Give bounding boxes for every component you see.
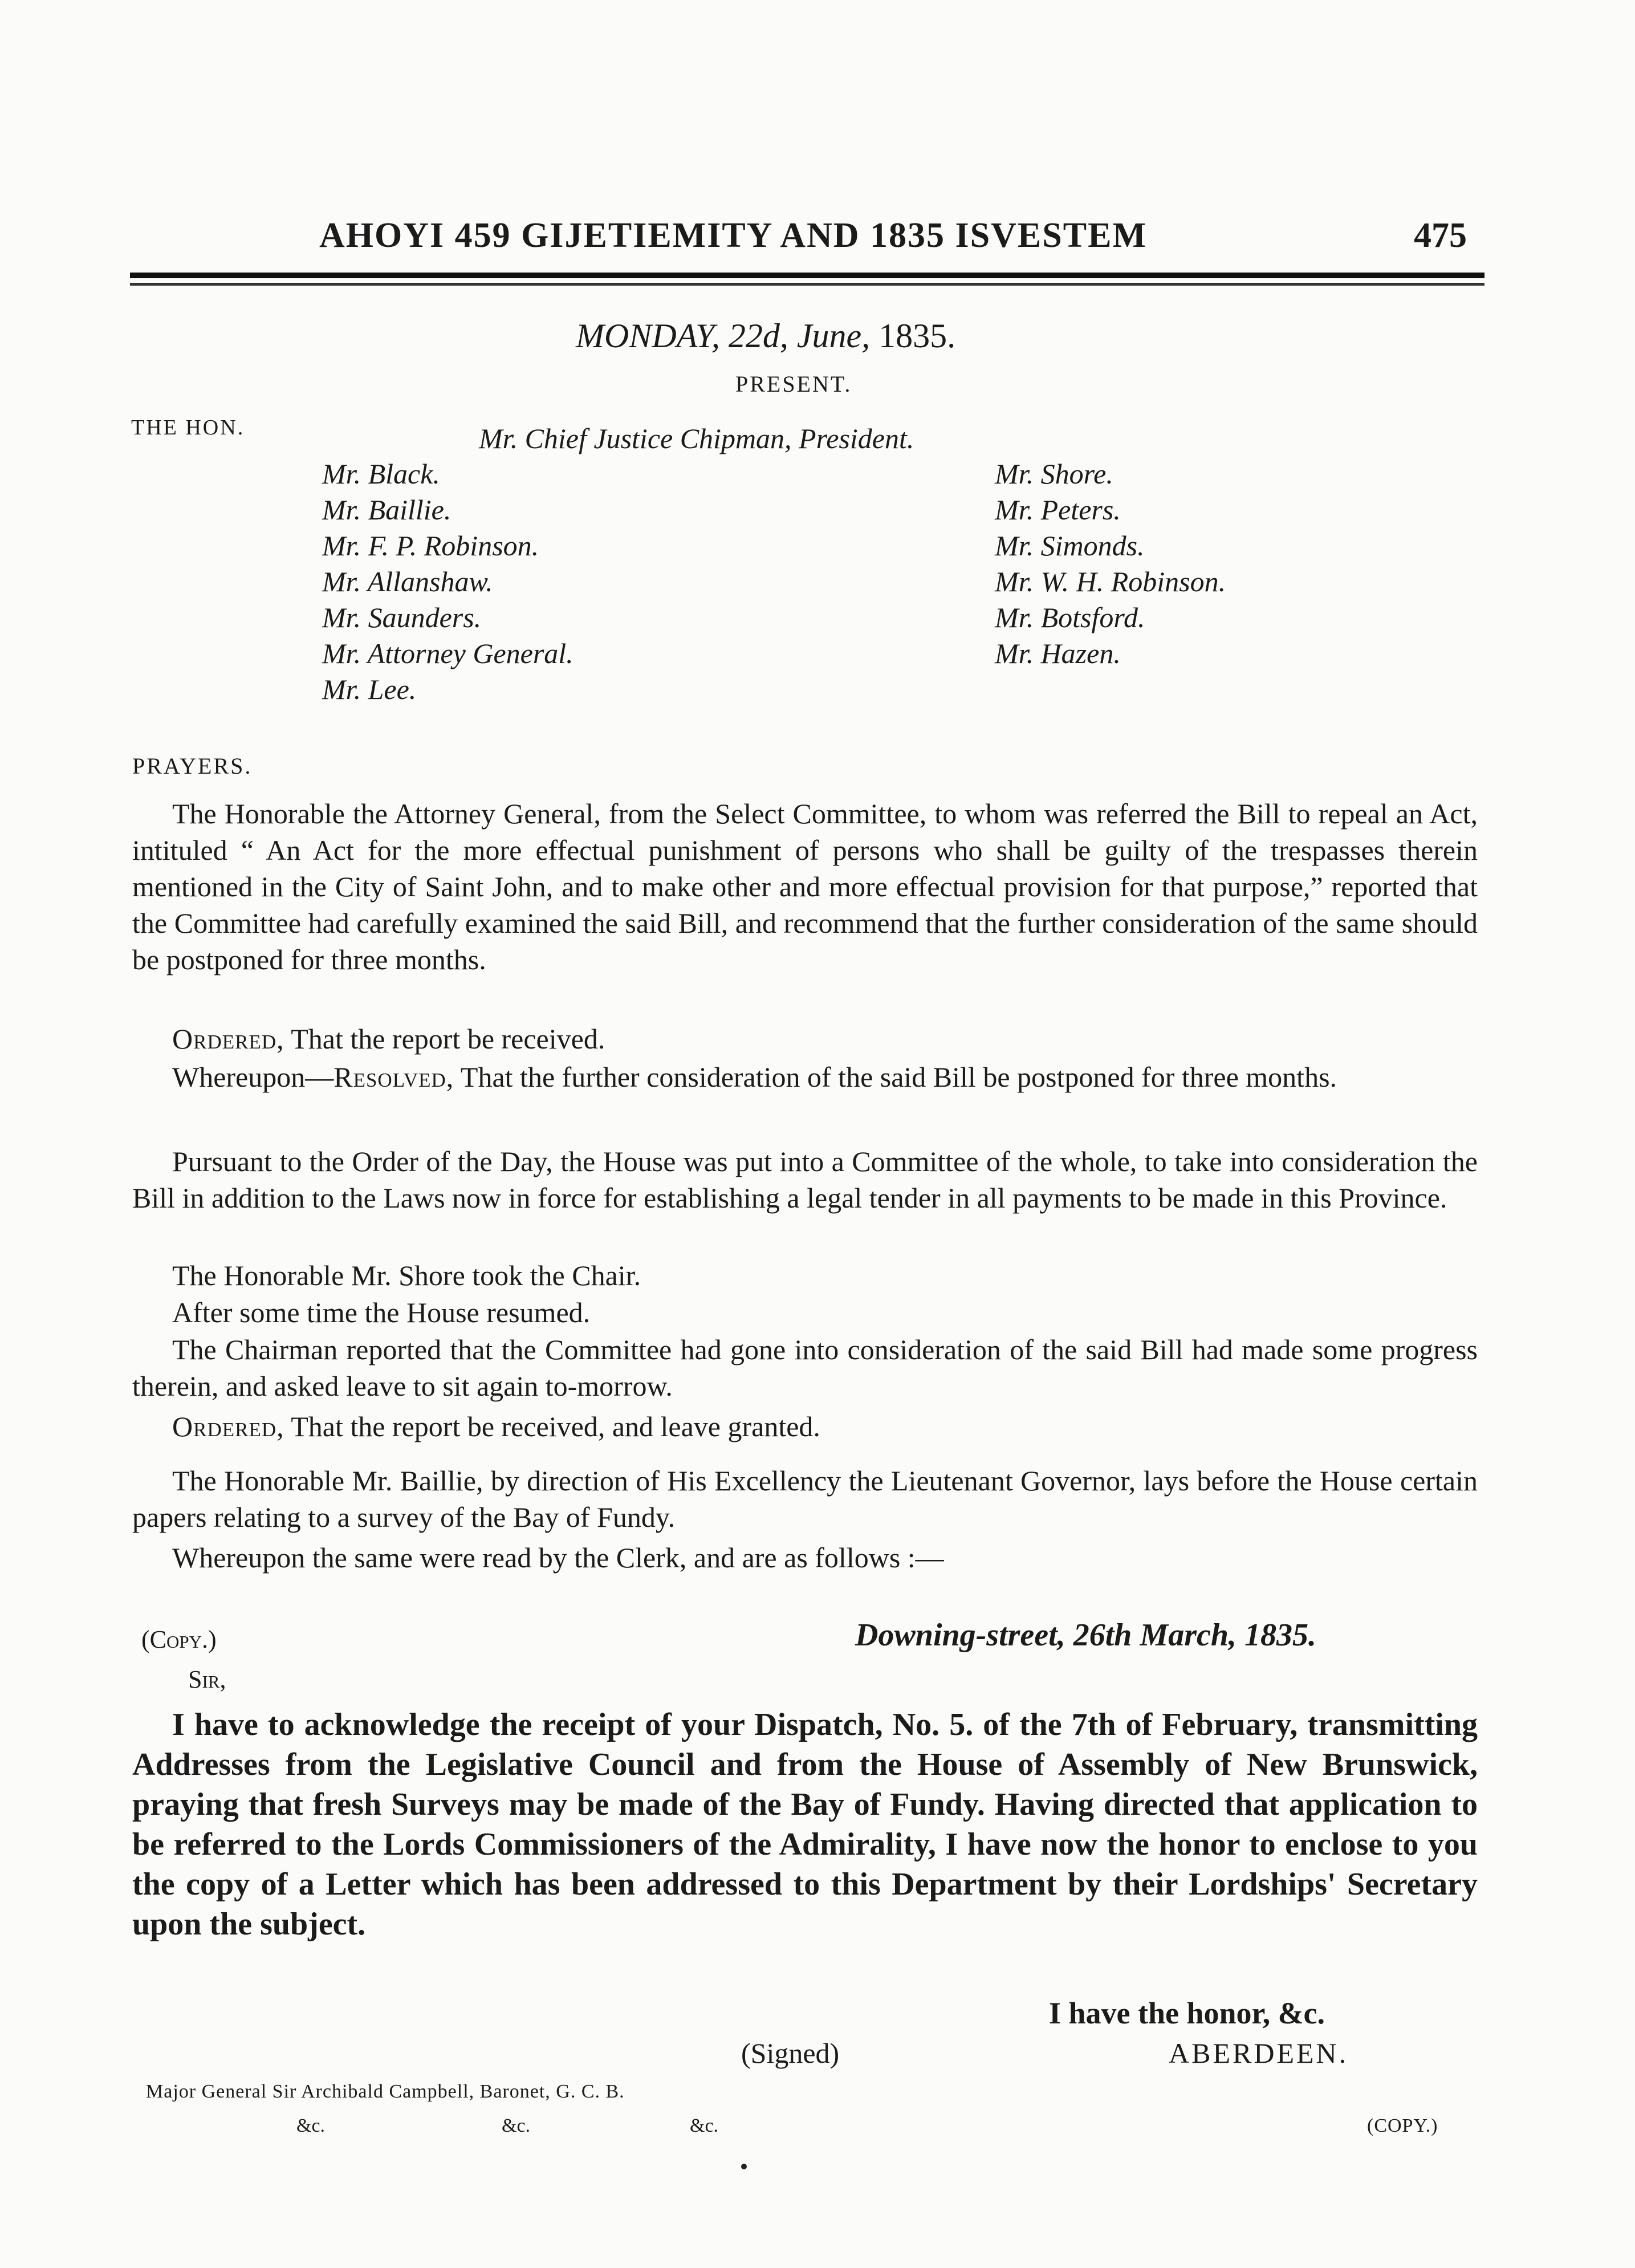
paragraph-papers: The Honorable Mr. Baillie, by direction of His Excellency the Lieutenant Governor, lays before the House certain papers relating to a survey of the Bay of Fundy.	[132, 1465, 1478, 1533]
member-right: Mr. W. H. Robinson.	[995, 566, 1226, 598]
page-number: 475	[1414, 216, 1467, 255]
etc-mark: &c.	[690, 2115, 719, 2136]
letter-addressee: Major General Sir Archibald Campbell, Baronet, G. C. B.	[146, 2081, 625, 2102]
paragraph-resumed: After some time the House resumed.	[172, 1296, 591, 1328]
member-right: Mr. Simonds.	[995, 530, 1145, 562]
member-left: Mr. Saunders.	[322, 601, 482, 633]
member-right: Mr. Hazen.	[995, 637, 1121, 669]
ordered-label: Ordered,	[172, 1023, 284, 1055]
letter-body: I have to acknowledge the receipt of your Dispatch, No. 5. of the 7th of February, transmitting Addresses from the Legislative Council and from the House of Assembly of New Brunswick, praying that fresh Surveys may be made of the Bay of Fundy. Having directed that application to be referred to the Lords Commissioners of the Admirality, I have now the honor to enclose to you the copy of a Letter which has been addressed to this Department by their Lordships' Secretary upon the subject.	[132, 1707, 1478, 1942]
letter-salutation: Sir,	[188, 1665, 226, 1693]
resolved-text: That the further consideration of the said Bill be postponed for three months.	[460, 1061, 1337, 1093]
member-left: Mr. Allanshaw.	[322, 566, 493, 598]
paragraph-order-of-day: Pursuant to the Order of the Day, the House was put into a Committee of the whole, to take into consideration the Bill in addition to the Laws now in force for establishing a legal tender in all payments to be made in this Province.	[132, 1145, 1478, 1214]
signer-name: ABERDEEN.	[1169, 2037, 1349, 2069]
present-label: PRESENT.	[735, 371, 852, 397]
prayers-label: PRAYERS.	[132, 753, 253, 779]
the-hon-label: THE HON.	[131, 416, 245, 440]
member-president: Mr. Chief Justice Chipman, President.	[479, 422, 914, 454]
paragraph-ordered	[132, 1021, 1478, 1057]
member-right: Mr. Botsford.	[995, 601, 1145, 633]
paragraph-ordered-leave	[132, 1408, 1478, 1445]
running-head: AHOYI 459 GIJETIEMITY AND 1835 ISVESTEM	[319, 216, 1147, 255]
paragraph-committee-report: The Honorable the Attorney General, from the Select Committee, to whom was referred the Bill to repeal an Act, intituled “ An Act for the more effectual punishment of persons who shall be guilty of the trespasses therein mentioned in the City of Saint John, and to make other and more effectual provision for that purpose,” reported that the Committee had carefully examined the said Bill, and recommend that the further consideration of the same should be postponed for three months.	[132, 798, 1478, 976]
member-left: Mr. F. P. Robinson.	[322, 530, 539, 562]
member-left: Mr. Lee.	[322, 673, 417, 705]
header-rule	[130, 273, 1484, 278]
member-right: Mr. Shore.	[995, 458, 1113, 490]
copy-label: (Copy.)	[141, 1625, 217, 1653]
sitting-date	[576, 316, 955, 356]
sitting-date-year: 1835.	[878, 317, 956, 355]
ordered-text: That the report be received.	[291, 1023, 605, 1055]
paragraph-read-by-clerk: Whereupon the same were read by the Clerk, and are as follows :—	[172, 1542, 944, 1574]
page-dot	[741, 2164, 747, 2169]
etc-mark: &c.	[296, 2115, 326, 2136]
paragraph-chairman-report: The Chairman reported that the Committee had gone into consideration of the said Bill had made some progress therein, and asked leave to sit again to-morrow.	[132, 1334, 1478, 1402]
member-right: Mr. Peters.	[995, 494, 1121, 526]
paragraph-resolved	[132, 1059, 1478, 1095]
resolved-label: Resolved,	[333, 1061, 454, 1093]
sitting-date-day: MONDAY, 22d, June,	[576, 317, 871, 355]
ordered-text: That the report be received, and leave granted.	[291, 1411, 820, 1442]
copy-footer: (COPY.)	[1367, 2115, 1438, 2136]
member-left: Mr. Attorney General.	[322, 637, 574, 669]
letter-closing: I have the honor, &c.	[1049, 1996, 1325, 2030]
ordered-label: Ordered,	[172, 1411, 284, 1442]
etc-mark: &c.	[502, 2115, 531, 2136]
member-left: Mr. Baillie.	[322, 494, 452, 526]
member-left: Mr. Black.	[322, 458, 440, 490]
signed-label: (Signed)	[741, 2037, 840, 2069]
header-rule-thin	[130, 283, 1484, 286]
letter-dateline: Downing-street, 26th March, 1835.	[855, 1617, 1316, 1653]
whereupon-label: Whereupon—	[172, 1061, 334, 1093]
paragraph-chair: The Honorable Mr. Shore took the Chair.	[172, 1259, 641, 1291]
